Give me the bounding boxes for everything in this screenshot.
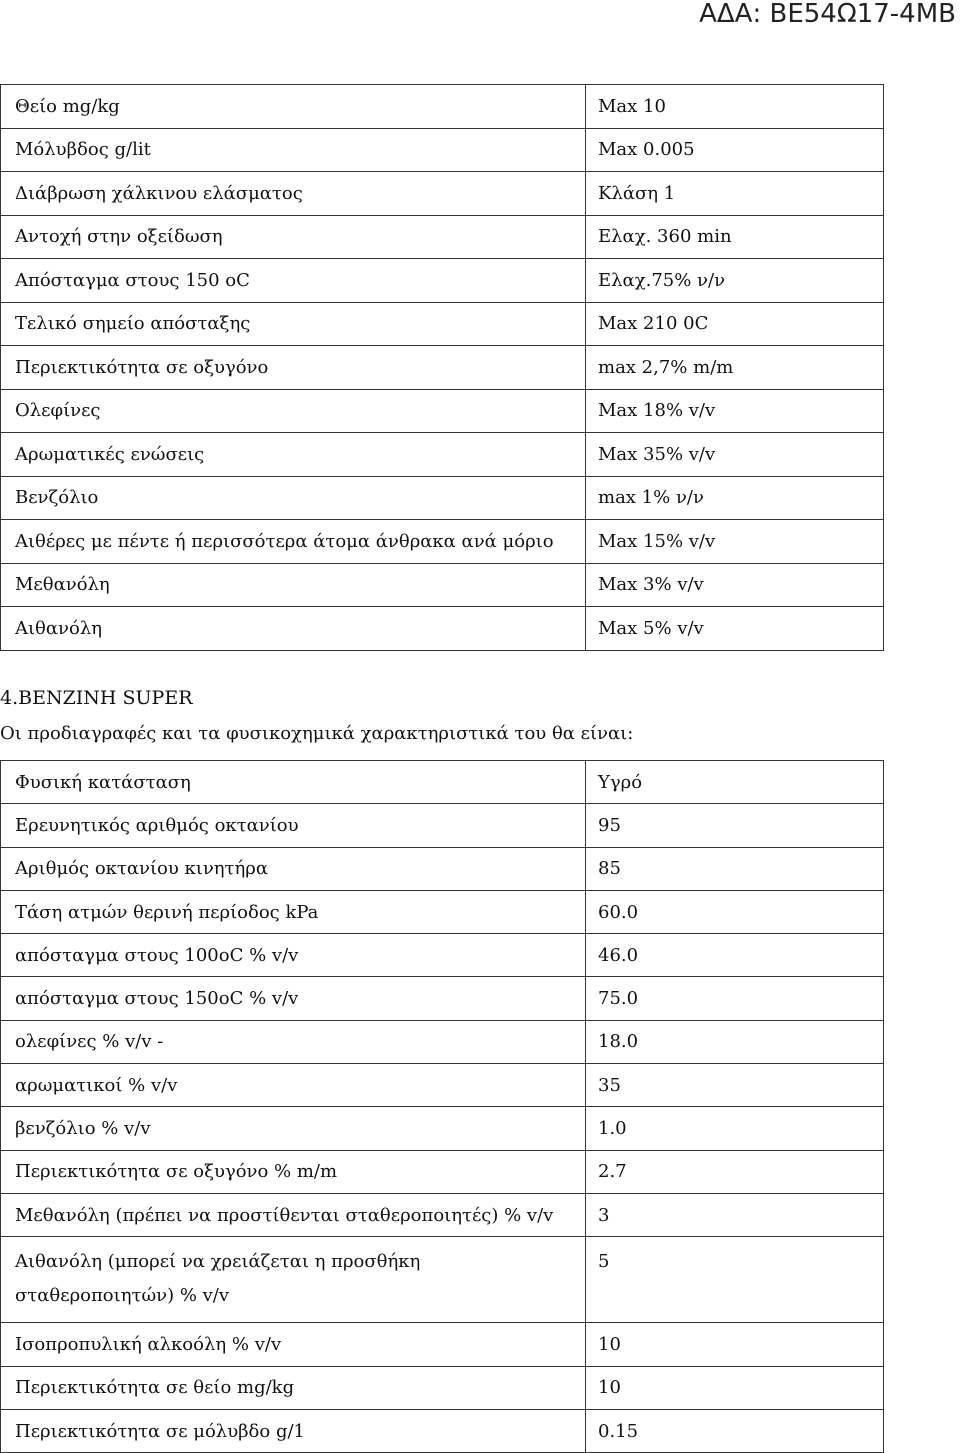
spec-value: Max 3% v/v [586, 563, 884, 607]
table-row [1, 215, 884, 259]
spec-label: Μεθανόλη [1, 563, 586, 607]
spec-label: βενζόλιο % v/v [1, 1107, 586, 1150]
spec-label: Φυσική κατάσταση [1, 761, 586, 804]
spec-value: Κλάση 1 [586, 172, 884, 216]
spec-value: Max 18% v/v [586, 389, 884, 433]
table-row [1, 302, 884, 346]
spec-value: Max 5% v/v [586, 607, 884, 651]
spec-value: 1.0 [586, 1107, 884, 1150]
spec-label: Περιεκτικότητα σε οξυγόνο % m/m [1, 1150, 586, 1193]
table-row [1, 1150, 884, 1193]
table-row [1, 890, 884, 933]
table-row [1, 1237, 884, 1323]
spec-value: Max 35% v/v [586, 433, 884, 477]
table-row [1, 1409, 884, 1452]
spec-value: 3 [586, 1193, 884, 1236]
table-row [1, 128, 884, 172]
table-row [1, 389, 884, 433]
specifications-table-previous [0, 84, 884, 651]
spec-label: Περιεκτικότητα σε μόλυβδο g/1 [1, 1409, 586, 1452]
table-row [1, 607, 884, 651]
table-row [1, 1193, 884, 1236]
spec-label: Αρωματικές ενώσεις [1, 433, 586, 477]
table-row [1, 1323, 884, 1366]
spec-label: αρωματικοί % v/v [1, 1064, 586, 1107]
spec-label: ολεφίνες % v/v - [1, 1020, 586, 1063]
spec-label: Αιθανόλη [1, 607, 586, 651]
spec-label: Περιεκτικότητα σε οξυγόνο [1, 346, 586, 390]
spec-value: Max 0.005 [586, 128, 884, 172]
spec-label: απόσταγμα στους 100οC % v/v [1, 934, 586, 977]
spec-label: Ισοπροπυλική αλκοόλη % v/v [1, 1323, 586, 1366]
spec-value: 10 [586, 1323, 884, 1366]
table-row [1, 476, 884, 520]
table-row [1, 1366, 884, 1409]
spec-label: Απόσταγμα στους 150 οC [1, 259, 586, 303]
table-row [1, 1064, 884, 1107]
spec-label: Ερευνητικός αριθμός οκτανίου [1, 804, 586, 847]
table-row [1, 1020, 884, 1063]
spec-label: απόσταγμα στους 150οC % v/v [1, 977, 586, 1020]
table-row [1, 433, 884, 477]
spec-label: Μόλυβδος g/lit [1, 128, 586, 172]
spec-value: max 2,7% m/m [586, 346, 884, 390]
spec-label: Τάση ατμών θερινή περίοδος kPa [1, 890, 586, 933]
spec-value: 5 [586, 1237, 884, 1323]
table-row [1, 563, 884, 607]
spec-label: Θείο mg/kg [1, 85, 586, 129]
spec-value: 46.0 [586, 934, 884, 977]
table-row [1, 934, 884, 977]
table-row [1, 172, 884, 216]
spec-label: Διάβρωση χάλκινου ελάσματος [1, 172, 586, 216]
spec-label: Αντοχή στην οξείδωση [1, 215, 586, 259]
spec-value: 85 [586, 847, 884, 890]
spec-value: 75.0 [586, 977, 884, 1020]
spec-label: Τελικό σημείο απόσταξης [1, 302, 586, 346]
spec-value: 60.0 [586, 890, 884, 933]
spec-label: Αιθανόλη (μπορεί να χρειάζεται η προσθήκη σταθεροποιητών) % v/v [1, 1237, 586, 1323]
spec-label: Αιθέρες με πέντε ή περισσότερα άτομα άνθρακα ανά μόριο [1, 520, 586, 564]
section-heading: 4.ΒΕΝΖΙΝΗ SUPER [0, 687, 193, 709]
spec-value: Υγρό [586, 761, 884, 804]
section-intro-text: Οι προδιαγραφές και τα φυσικοχημικά χαρακτηριστικά του θα είναι: [0, 723, 634, 744]
table-row [1, 761, 884, 804]
table-row [1, 346, 884, 390]
table-row [1, 847, 884, 890]
table-row [1, 804, 884, 847]
document-reference-code: ΑΔΑ: ΒΕ54Ω17-4ΜΒ [699, 0, 956, 29]
spec-value: Ελαχ.75% ν/ν [586, 259, 884, 303]
spec-value: Max 10 [586, 85, 884, 129]
table-row [1, 1107, 884, 1150]
spec-value: 18.0 [586, 1020, 884, 1063]
spec-value: Max 15% v/v [586, 520, 884, 564]
table-row [1, 977, 884, 1020]
spec-label: Αριθμός οκτανίου κινητήρα [1, 847, 586, 890]
table-row [1, 85, 884, 129]
spec-value: 2.7 [586, 1150, 884, 1193]
spec-label: Περιεκτικότητα σε θείο mg/kg [1, 1366, 586, 1409]
spec-value: 10 [586, 1366, 884, 1409]
spec-value: 35 [586, 1064, 884, 1107]
spec-value: 95 [586, 804, 884, 847]
spec-value: Max 210 0C [586, 302, 884, 346]
spec-value: max 1% ν/ν [586, 476, 884, 520]
spec-value: 0.15 [586, 1409, 884, 1452]
spec-label: Μεθανόλη (πρέπει να προστίθενται σταθεροποιητές) % v/v [1, 1193, 586, 1236]
table-row [1, 520, 884, 564]
spec-label: Βενζόλιο [1, 476, 586, 520]
specifications-table-benzine-super [0, 760, 884, 1453]
spec-value: Ελαχ. 360 min [586, 215, 884, 259]
spec-label: Ολεφίνες [1, 389, 586, 433]
table-row [1, 259, 884, 303]
